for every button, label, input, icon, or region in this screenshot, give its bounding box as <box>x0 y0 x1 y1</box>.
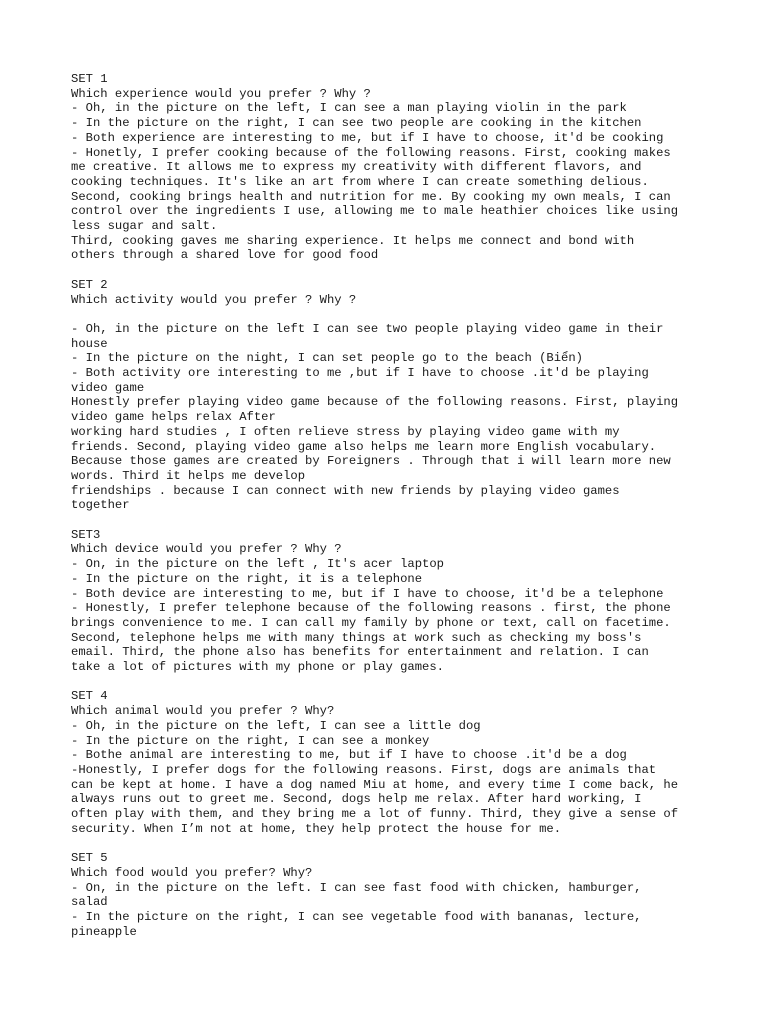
text-line: - Both experience are interesting to me, but if I have to choose, it'd be cooking <box>71 130 664 145</box>
set-heading: SET 5 <box>71 851 108 866</box>
set-question: Which food would you prefer? Why? <box>71 865 313 880</box>
text-line: - Oh, in the picture on the left, I can see a little dog <box>71 718 481 733</box>
set-question: Which experience would you prefer ? Why ? <box>71 86 371 101</box>
text-line: others through a shared love for good food <box>71 248 379 263</box>
text-line: salad <box>71 895 108 910</box>
text-line: Third, cooking gaves me sharing experience. It helps me connect and bond with <box>71 233 635 248</box>
text-line: less sugar and salt. <box>71 219 218 234</box>
text-line: - On, in the picture on the left , It's acer laptop <box>71 557 444 572</box>
text-line: - In the picture on the right, I can see two people are cooking in the kitchen <box>71 116 642 131</box>
text-line: working hard studies , I often relieve stress by playing video game with my <box>71 424 620 439</box>
text-line: Second, telephone helps me with many things at work such as checking my boss's <box>71 630 642 645</box>
set-question: Which device would you prefer ? Why ? <box>71 542 342 557</box>
text-line: video game <box>71 380 145 395</box>
text-line: can be kept at home. I have a dog named Miu at home, and every time I come back, he <box>71 777 679 792</box>
set-question: Which animal would you prefer ? Why? <box>71 704 335 719</box>
text-line: - On, in the picture on the left. I can see fast food with chicken, hamburger, <box>71 880 642 895</box>
text-line: email. Third, the phone also has benefits for entertainment and relation. I can <box>71 645 649 660</box>
text-line: always runs out to greet me. Second, dogs help me relax. After hard working, I <box>71 792 642 807</box>
text-line: - Honestly, I prefer telephone because of the following reasons . first, the phone <box>71 601 671 616</box>
text-line: control over the ingredients I use, allowing me to male heathier choices like using <box>71 204 679 219</box>
set-heading: SET3 <box>71 527 101 542</box>
text-line: security. When I’m not at home, they help protect the house for me. <box>71 821 562 836</box>
blank-line <box>71 307 708 322</box>
set-question: Which activity would you prefer ? Why ? <box>71 292 357 307</box>
text-line: - In the picture on the night, I can set people go to the beach (Biển) <box>71 351 583 366</box>
set-block <box>71 278 708 513</box>
text-line: - Bothe animal are interesting to me, but if I have to choose .it'd be a dog <box>71 748 627 763</box>
text-line: - Both device are interesting to me, but if I have to choose, it'd be a telephone <box>71 586 664 601</box>
text-line: - Oh, in the picture on the left, I can see a man playing violin in the park <box>71 101 627 116</box>
text-line: together <box>71 498 130 513</box>
text-line: friends. Second, playing video game also helps me learn more English vocabulary. <box>71 439 657 454</box>
text-line: cooking techniques. It's like an art from where I can create something delious. <box>71 174 649 189</box>
text-line: - Oh, in the picture on the left I can see two people playing video game in their <box>71 321 664 336</box>
set-block <box>71 72 708 263</box>
text-line: often play with them, and they bring me a lot of funny. Third, they give a sense of <box>71 807 679 822</box>
text-line: house <box>71 336 108 351</box>
text-line: take a lot of pictures with my phone or play games. <box>71 660 444 675</box>
text-line: - In the picture on the right, I can see vegetable food with bananas, lecture, <box>71 910 642 924</box>
text-line: - In the picture on the right, I can see a monkey <box>71 733 430 748</box>
text-line: pineapple <box>71 924 137 939</box>
text-line: - Honetly, I prefer cooking because of the following reasons. First, cooking makes <box>71 145 671 160</box>
text-line: brings convenience to me. I can call my family by phone or text, call on facetime. <box>71 615 671 630</box>
text-line: me creative. It allows me to express my creativity with different flavors, and <box>71 160 642 175</box>
set-heading: SET 1 <box>71 72 108 86</box>
text-line: - In the picture on the right, it is a telephone <box>71 571 423 586</box>
text-line: Honestly prefer playing video game because of the following reasons. First, playing <box>71 395 679 410</box>
set-block <box>71 851 708 939</box>
text-line: video game helps relax After <box>71 410 276 425</box>
set-heading: SET 2 <box>71 277 108 292</box>
text-line: - Both activity ore interesting to me ,but if I have to choose .it'd be playing <box>71 366 649 381</box>
set-block <box>71 689 708 836</box>
text-line: -Honestly, I prefer dogs for the following reasons. First, dogs are animals that <box>71 762 657 777</box>
set-block <box>71 528 708 675</box>
text-line: Because those games are created by Foreigners . Through that i will learn more new <box>71 454 671 469</box>
text-line: Second, cooking brings health and nutrition for me. By cooking my own meals, I can <box>71 189 671 204</box>
text-line: friendships . because I can connect with new friends by playing video games <box>71 483 620 498</box>
set-heading: SET 4 <box>71 689 108 704</box>
text-line: words. Third it helps me develop <box>71 468 306 483</box>
